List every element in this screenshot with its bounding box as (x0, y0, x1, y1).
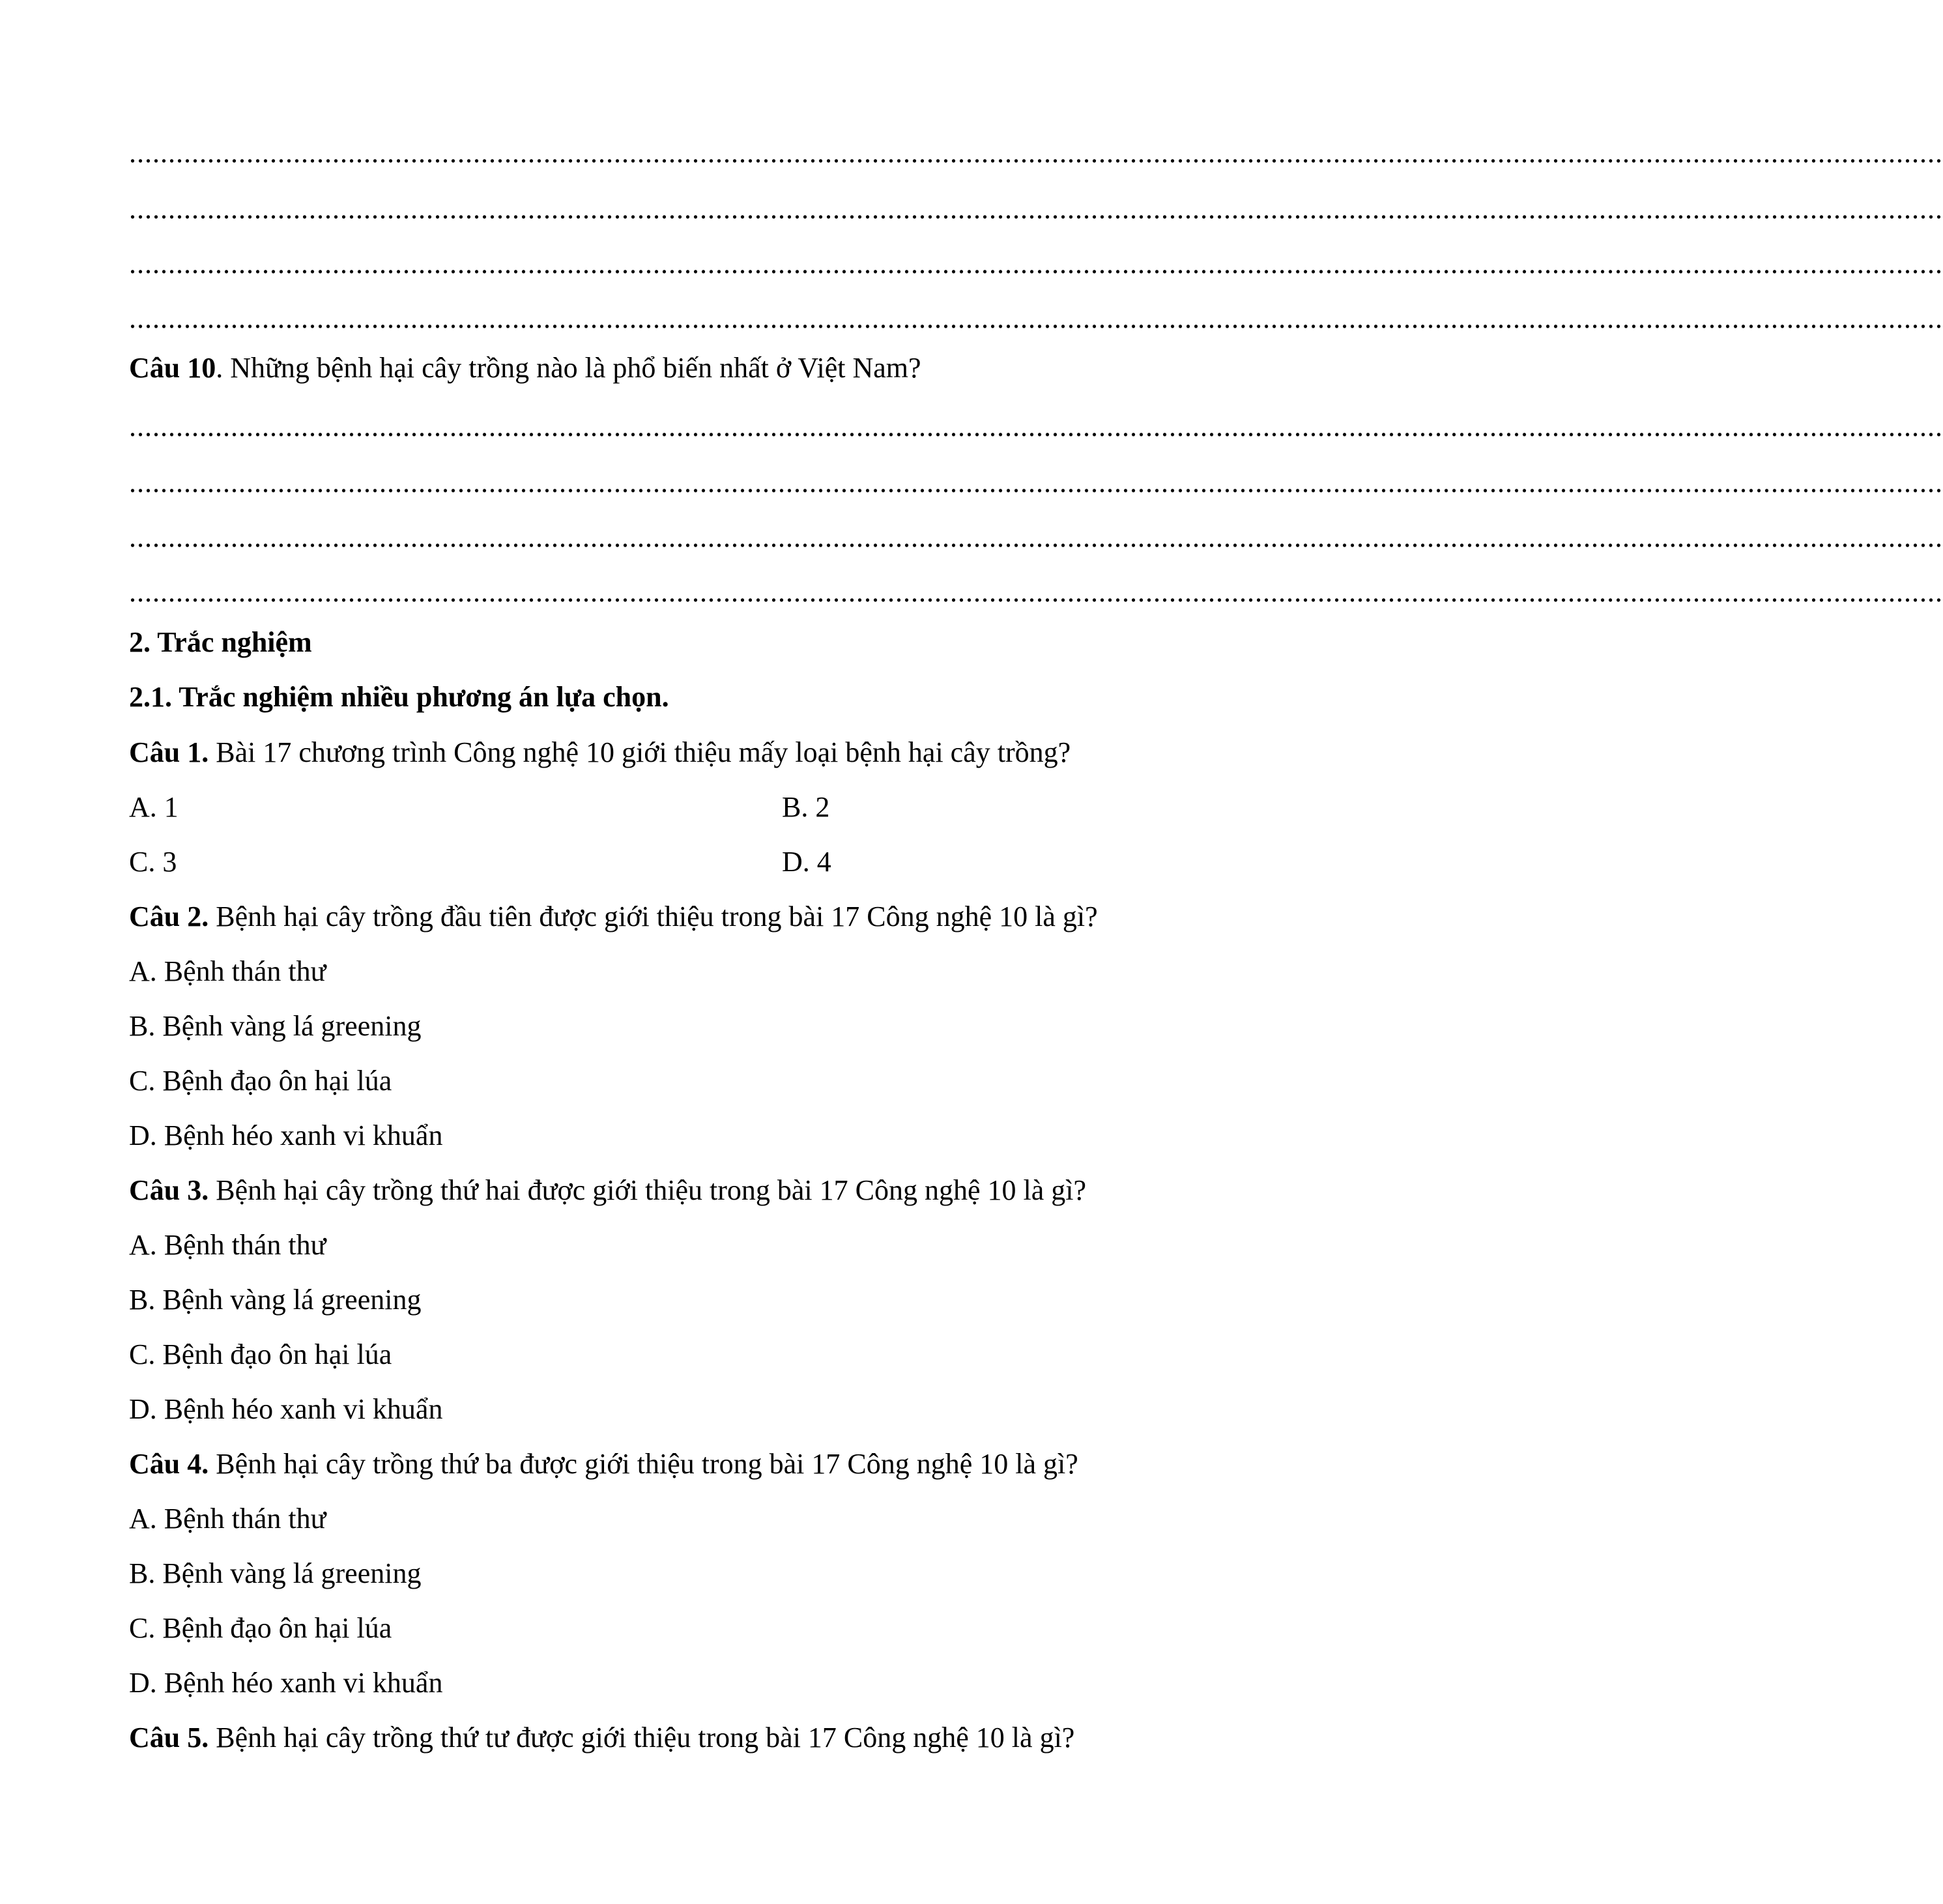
option-c: C. Bệnh đạo ôn hại lúa (129, 1338, 392, 1370)
question-label: Câu 5. (129, 1722, 209, 1753)
question-label: Câu 2. (129, 901, 209, 932)
question-label: Câu 1. (129, 736, 209, 768)
option-c: C. Bệnh đạo ôn hại lúa (129, 1612, 392, 1644)
question-label: Câu 3. (129, 1174, 209, 1206)
answer-line: ........................................................................................................................................................................................................................................ (129, 137, 1943, 169)
answer-line: ........................................................................................................................................................................................................................................ (129, 576, 1943, 608)
question-text: Bệnh hại cây trồng thứ tư được giới thiệu trong bài 17 Công nghệ 10 là gì? (209, 1722, 1075, 1753)
option-a: A. Bệnh thán thư (129, 955, 326, 987)
answer-line: ........................................................................................................................................................................................................................................ (129, 193, 1943, 225)
question-text: Bệnh hại cây trồng đầu tiên được giới thiệu trong bài 17 Công nghệ 10 là gì? (209, 901, 1098, 932)
question-2 (129, 898, 1218, 936)
question-5 (129, 1719, 1218, 1757)
question-label: Câu 4. (129, 1448, 209, 1480)
answer-line: ........................................................................................................................................................................................................................................ (129, 411, 1943, 442)
option-d: D. Bệnh héo xanh vi khuẩn (129, 1119, 443, 1151)
option-d: D. Bệnh héo xanh vi khuẩn (129, 1667, 443, 1699)
option-a: A. Bệnh thán thư (129, 1503, 326, 1535)
section-title: 2. Trắc nghiệm (129, 626, 312, 658)
question-10 (129, 349, 1218, 387)
question-text: Bệnh hại cây trồng thứ hai được giới thiệu trong bài 17 Công nghệ 10 là gì? (209, 1174, 1086, 1206)
option-row (129, 788, 1218, 826)
answer-line: ........................................................................................................................................................................................................................................ (129, 302, 1943, 334)
option-row (129, 843, 1218, 881)
answer-line: ........................................................................................................................................................................................................................................ (129, 467, 1943, 498)
option-a: A. 1 (129, 791, 179, 823)
option-a: A. Bệnh thán thư (129, 1229, 326, 1261)
option-b: B. Bệnh vàng lá greening (129, 1284, 422, 1316)
answer-line: ........................................................................................................................................................................................................................................ (129, 248, 1943, 280)
question-text: . Những bệnh hại cây trồng nào là phổ biến nhất ở Việt Nam? (216, 352, 921, 384)
option-b: B. 2 (782, 791, 830, 823)
answer-line: ........................................................................................................................................................................................................................................ (129, 521, 1943, 553)
option-c: C. 3 (129, 846, 177, 878)
question-text: Bệnh hại cây trồng thứ ba được giới thiệu trong bài 17 Công nghệ 10 là gì? (209, 1448, 1078, 1480)
option-d: D. 4 (782, 846, 831, 878)
question-1 (129, 734, 1218, 772)
option-c: C. Bệnh đạo ôn hại lúa (129, 1065, 392, 1097)
question-3 (129, 1172, 1218, 1209)
option-b: B. Bệnh vàng lá greening (129, 1557, 422, 1589)
section-subtitle: 2.1. Trắc nghiệm nhiều phương án lựa chọn. (129, 681, 669, 713)
question-4 (129, 1445, 1218, 1483)
option-d: D. Bệnh héo xanh vi khuẩn (129, 1393, 443, 1425)
option-b: B. Bệnh vàng lá greening (129, 1010, 422, 1042)
question-label: Câu 10 (129, 352, 216, 384)
question-text: Bài 17 chương trình Công nghệ 10 giới thiệu mấy loại bệnh hại cây trồng? (209, 736, 1071, 768)
